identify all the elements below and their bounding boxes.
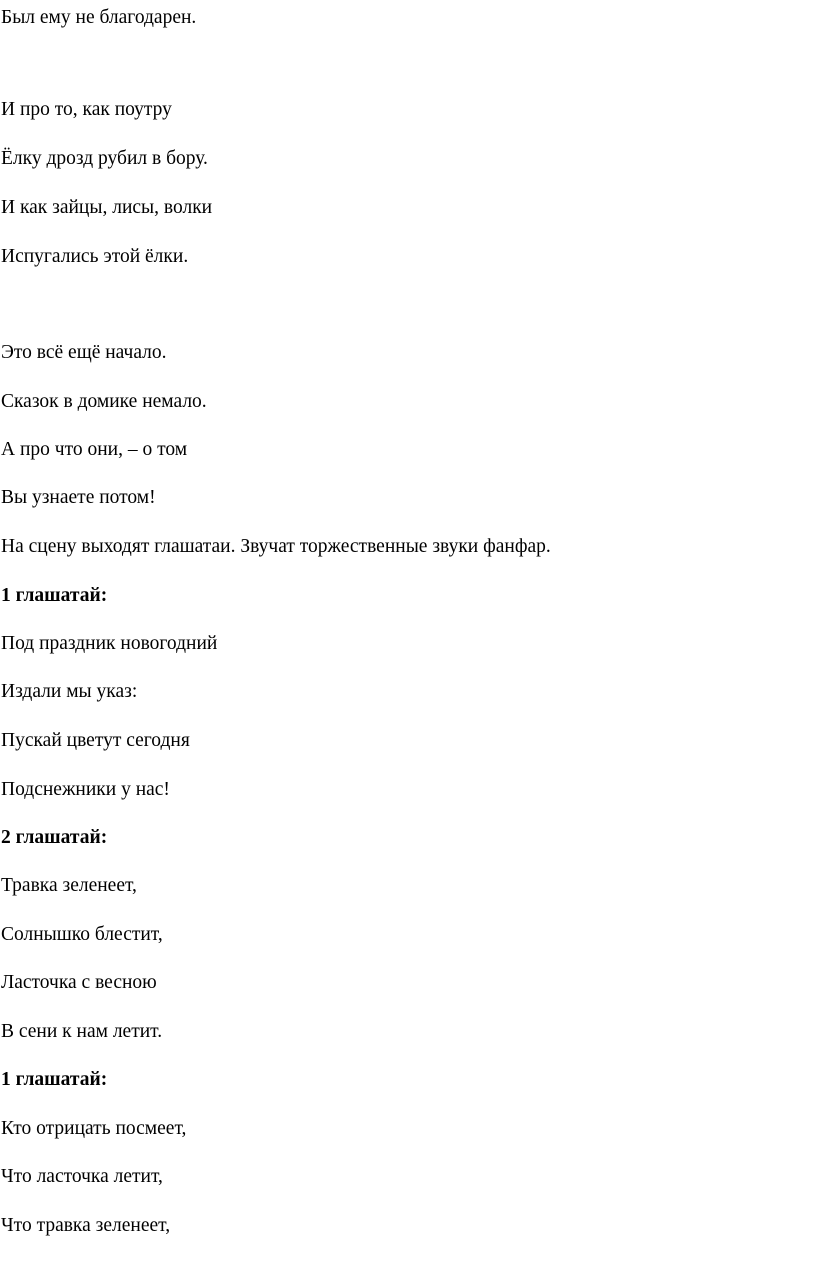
text-line: Что ласточка летит, [1,1166,163,1187]
text-line: Вы узнаете потом! [1,487,156,508]
text-line: А про что они, – о том [1,439,188,460]
text-line: Что травка зеленеет, [1,1215,171,1236]
text-line: В сени к нам летит. [1,1021,163,1042]
text-line: Был ему не благодарен. [1,7,197,28]
text-line: Это всё ещё начало. [1,342,167,363]
text-line: Травка зеленеет, [1,875,137,896]
text-line: Пускай цветут сегодня [1,730,190,751]
text-line: Подснежники у нас! [1,779,170,800]
text-line: Солнышко блестит, [1,924,163,945]
text-line: И как зайцы, лисы, волки [1,197,213,218]
text-line: Под праздник новогодний [1,633,218,654]
text-line: Кто отрицать посмеет, [1,1118,187,1139]
text-line: Испугались этой ёлки. [1,246,189,267]
text-line: И про то, как поутру [1,99,172,120]
speaker-heading: 1 глашатай: [1,585,108,606]
text-line: Ёлку дрозд рубил в бору. [1,148,208,169]
stage-direction: На сцену выходят глашатаи. Звучат торжественные звуки фанфар. [1,536,551,557]
text-line: Сказок в домике немало. [1,391,207,412]
speaker-heading: 2 глашатай: [1,827,108,848]
speaker-heading: 1 глашатай: [1,1069,108,1090]
text-line: Ласточка с весною [1,972,157,993]
text-line: Издали мы указ: [1,681,138,702]
